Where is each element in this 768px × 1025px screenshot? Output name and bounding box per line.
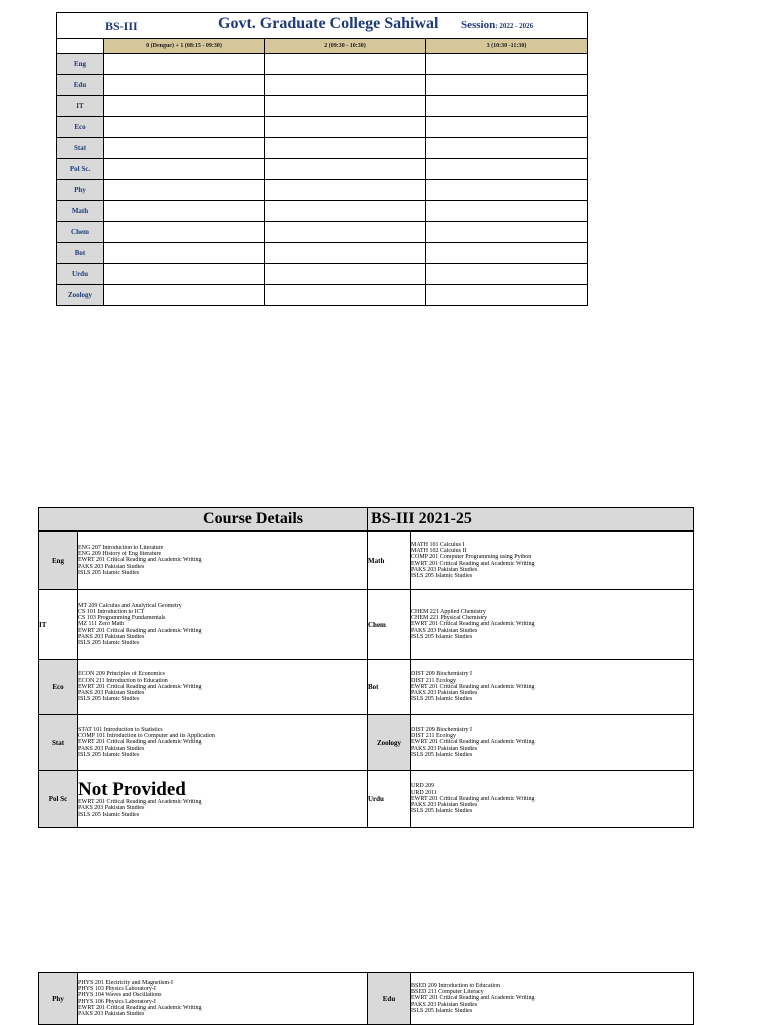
subject-label: Bot (57, 243, 104, 264)
course-line: EWRT 201 Critical Reading and Academic Writing (411, 795, 535, 802)
course-line: DIST 209 Biochemistry I (411, 726, 473, 733)
not-provided-note: Not Provided (78, 780, 186, 800)
program-label: Pol Sc (39, 771, 78, 828)
course-line: ISLS 205 Islamic Studies (411, 751, 473, 758)
course-list (411, 973, 694, 1025)
subject-label: Stat (57, 138, 104, 159)
course-line: EWRT 201 Critical Reading and Academic Writing (411, 995, 535, 1002)
course-line: BSED 211 Computer Literacy (411, 989, 484, 996)
timetable-cell[interactable] (104, 264, 265, 285)
course-line: CHEM 221 Applied Chemistry (411, 608, 486, 615)
subject-label: Edu (57, 75, 104, 96)
program-label: Eng (39, 532, 78, 590)
course-line: ISLS 205 Islamic Studies (411, 572, 473, 579)
course-line: MT 209 Calculus and Analytical Geometry (78, 602, 182, 609)
course-list (411, 771, 694, 828)
timetable-row (57, 264, 588, 285)
course-line: ISLS 205 Islamic Studies (78, 811, 140, 818)
course-list (411, 532, 694, 590)
program-label: IT (39, 590, 78, 660)
course-line: ISLS 205 Islamic Studies (78, 569, 140, 576)
timetable-cell[interactable] (426, 159, 588, 180)
timetable-cell[interactable] (104, 96, 265, 117)
program-label: Edu (368, 973, 411, 1025)
timetable-row (57, 96, 588, 117)
course-line: EWRT 201 Critical Reading and Academic Writing (411, 739, 535, 746)
course-line: EWRT 201 Critical Reading and Academic Writing (411, 560, 535, 567)
timetable-title-bar (57, 13, 588, 39)
course-line: ISLS 205 Islamic Studies (411, 696, 473, 703)
program-label: Urdu (368, 771, 411, 828)
subject-label: Chem (57, 222, 104, 243)
period-header: 0 (Dengue) + 1 (08:15 - 09:30) (104, 39, 265, 54)
timetable-cell[interactable] (265, 54, 426, 75)
course-list (411, 590, 694, 660)
period-header-row (57, 39, 588, 54)
course-line: PHYS 106 Physics Laboratory-I (78, 998, 156, 1005)
timetable-cell[interactable] (426, 180, 588, 201)
course-details-title: Course Details (39, 508, 368, 531)
timetable-cell[interactable] (104, 285, 265, 306)
program-label: Math (368, 532, 411, 590)
timetable (56, 12, 587, 306)
timetable-cell[interactable] (265, 75, 426, 96)
course-line: EWRT 201 Critical Reading and Academic Writing (78, 627, 202, 634)
timetable-row (57, 75, 588, 96)
course-line: PAKS 203 Pakistan Studies (411, 802, 478, 809)
timetable-cell[interactable] (265, 264, 426, 285)
program-label: Bot (368, 660, 411, 715)
course-line: PAKS 203 Pakistan Studies (78, 690, 145, 697)
course-line: EWRT 201 Critical Reading and Academic Writing (78, 799, 202, 806)
course-list (78, 660, 368, 715)
timetable-cell[interactable] (104, 201, 265, 222)
timetable-row (57, 159, 588, 180)
course-row (39, 715, 694, 771)
subject-label: Eco (57, 117, 104, 138)
course-line: ISLS 205 Islamic Studies (411, 808, 473, 815)
course-line: CS 101 Introduction to ICT (78, 608, 145, 615)
course-line: PAKS 203 Pakistan Studies (78, 563, 145, 570)
course-line: PAKS 203 Pakistan Studies (411, 745, 478, 752)
subject-label: IT (57, 96, 104, 117)
course-line: ISLS 205 Islamic Studies (78, 751, 140, 758)
course-list (78, 771, 368, 828)
course-line: DIST 211 Ecology (411, 733, 456, 740)
session-label: Session: 2022 - 2026 (461, 19, 534, 31)
program-label: Zoology (368, 715, 411, 771)
course-list (411, 660, 694, 715)
course-list (78, 590, 368, 660)
course-line: PAKS 203 Pakistan Studies (411, 690, 478, 697)
course-row (39, 532, 694, 590)
course-line: ECON 209 Principles of Economics (78, 671, 165, 678)
course-line: PAKS 203 Pakistan Studies (411, 1001, 478, 1008)
course-line: URD 2011 (411, 789, 437, 796)
timetable-cell[interactable] (426, 264, 588, 285)
course-line: COMP 201 Computer Programming using Python (411, 554, 532, 561)
subject-label: Zoology (57, 285, 104, 306)
program-label: Chem (368, 590, 411, 660)
course-line: ECON 211 Introduction to Education (78, 677, 168, 684)
course-line: STAT 101 Introduction to Statistics (78, 726, 163, 733)
course-line: ISLS 205 Islamic Studies (78, 640, 140, 646)
course-line: PHYS 103 Physics Laboratory-I (78, 986, 156, 993)
program-label: Stat (39, 715, 78, 771)
course-list (78, 973, 368, 1025)
course-list (78, 532, 368, 590)
course-line: PAKS 203 Pakistan Studies (411, 566, 478, 573)
course-details-header (39, 508, 694, 531)
program-label: Phy (39, 973, 78, 1025)
course-line: EWRT 201 Critical Reading and Academic Writing (411, 683, 535, 690)
timetable-cell[interactable] (104, 159, 265, 180)
timetable-cell[interactable] (104, 243, 265, 264)
course-line: MATH 101 Calculus I (411, 541, 465, 548)
course-line: EWRT 201 Critical Reading and Academic Writing (78, 557, 202, 564)
course-line: EWRT 201 Critical Reading and Academic Writing (78, 1004, 202, 1011)
subject-label: Phy (57, 180, 104, 201)
course-line: PAKS 203 Pakistan Studies (78, 1010, 145, 1017)
course-line: BSED 209 Introduction to Education (411, 982, 500, 989)
subject-label: Math (57, 201, 104, 222)
course-line: PHYS 104 Waves and Oscillations (78, 992, 162, 999)
timetable-row (57, 201, 588, 222)
timetable-row (57, 117, 588, 138)
course-line: COMP 101 Introduction to Computer and its Application (78, 733, 215, 740)
timetable-cell[interactable] (104, 222, 265, 243)
timetable-cell[interactable] (104, 75, 265, 96)
timetable-row (57, 180, 588, 201)
timetable-cell[interactable] (426, 201, 588, 222)
timetable-cell[interactable] (265, 285, 426, 306)
timetable-cell[interactable] (265, 243, 426, 264)
course-line: PAKS 203 Pakistan Studies (78, 633, 145, 640)
timetable-cell[interactable] (265, 138, 426, 159)
course-line: URD 209 (411, 783, 435, 790)
timetable-cell[interactable] (426, 117, 588, 138)
timetable-cell[interactable] (426, 54, 588, 75)
timetable-cell[interactable] (265, 117, 426, 138)
subject-label: Pol Sc. (57, 159, 104, 180)
timetable-row (57, 138, 588, 159)
course-line: EWRT 201 Critical Reading and Academic Writing (78, 739, 202, 746)
course-line: ISLS 205 Islamic Studies (78, 696, 140, 703)
timetable-cell[interactable] (104, 117, 265, 138)
course-line: ENG 209 History of Eng literature (78, 551, 162, 558)
header-blank-cell (57, 39, 104, 54)
subject-label: Urdu (57, 264, 104, 285)
course-line: MATH 102 Calculus II (411, 548, 467, 555)
timetable-cell[interactable] (104, 138, 265, 159)
course-details (38, 507, 693, 828)
course-line: PHYS 201 Electricity and Magnetism-I (78, 979, 173, 986)
course-line: DIST 209 Biochemistry I (411, 671, 473, 678)
course-list (411, 715, 694, 771)
course-line: EWRT 201 Critical Reading and Academic Writing (411, 621, 535, 628)
timetable-cell[interactable] (265, 180, 426, 201)
timetable-cell[interactable] (426, 243, 588, 264)
subject-label: Eng (57, 54, 104, 75)
timetable-cell[interactable] (265, 201, 426, 222)
course-details-continued (38, 972, 693, 1025)
timetable-cell[interactable] (426, 138, 588, 159)
course-row (39, 771, 694, 828)
course-line: DIST 211 Ecology (411, 677, 456, 684)
timetable-cell[interactable] (426, 222, 588, 243)
timetable-cell[interactable] (265, 96, 426, 117)
course-line: ISLS 205 Islamic Studies (411, 633, 473, 640)
course-line: PAKS 203 Pakistan Studies (411, 627, 478, 634)
period-header: 3 (10:30 -11:30) (426, 39, 588, 54)
course-line: MZ 111 Zero Math (78, 621, 125, 628)
timetable-cell[interactable] (426, 285, 588, 306)
timetable-cell[interactable] (265, 159, 426, 180)
course-line: EWRT 201 Critical Reading and Academic Writing (78, 683, 202, 690)
session-value: : 2022 - 2026 (495, 22, 534, 30)
course-line: ENG 207 Introduction to Literature (78, 544, 164, 551)
timetable-cell[interactable] (104, 180, 265, 201)
timetable-row (57, 54, 588, 75)
course-row (39, 660, 694, 715)
timetable-cell[interactable] (426, 96, 588, 117)
timetable-row (57, 222, 588, 243)
timetable-row (57, 243, 588, 264)
timetable-row (57, 285, 588, 306)
course-line: PAKS 203 Pakistan Studies (78, 805, 145, 812)
timetable-cell[interactable] (104, 54, 265, 75)
college-name: Govt. Graduate College Sahiwal (218, 15, 439, 32)
period-header: 2 (09:30 - 10:30) (265, 39, 426, 54)
timetable-cell[interactable] (265, 222, 426, 243)
course-details-program: BS-III 2021-25 (368, 508, 694, 531)
course-list (78, 715, 368, 771)
program-label: Eco (39, 660, 78, 715)
course-line: ISLS 205 Islamic Studies (411, 1007, 473, 1014)
timetable-program: BS-III (105, 19, 138, 33)
timetable-cell[interactable] (426, 75, 588, 96)
course-row (39, 590, 694, 660)
course-line: CS 103 Programming Fundamentals (78, 615, 166, 622)
course-line: CHEM 221 Physical Chemistry (411, 615, 488, 622)
course-row (39, 973, 694, 1025)
course-line: PAKS 203 Pakistan Studies (78, 745, 145, 752)
